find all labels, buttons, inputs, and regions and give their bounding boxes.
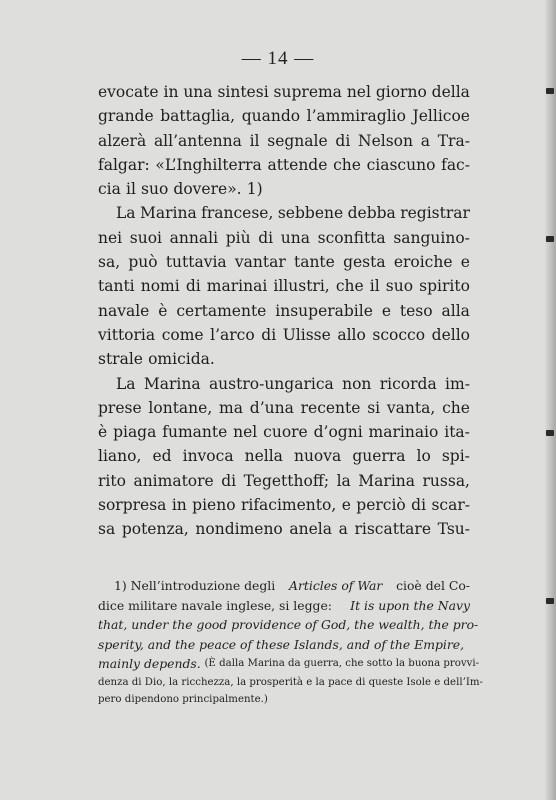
word: ricorda — [379, 374, 437, 393]
word: quando — [241, 107, 301, 126]
word: dovere». — [173, 180, 242, 199]
word: all’antenna — [153, 131, 242, 150]
word: sa, — [98, 253, 121, 272]
footnote-line — [98, 615, 479, 635]
word: Tra- — [437, 131, 470, 150]
word: giorno — [375, 83, 427, 101]
binding-mark — [546, 236, 554, 242]
word: lontane, — [148, 398, 213, 417]
word: russa, — [422, 471, 470, 490]
text-line — [98, 153, 470, 177]
word: il — [369, 277, 380, 296]
word: in — [163, 83, 179, 101]
word: dello — [431, 325, 470, 344]
footnote-line — [98, 596, 470, 616]
word: di — [221, 471, 237, 490]
word: cia — [98, 180, 121, 199]
word: marinai — [206, 277, 268, 296]
word: non — [342, 374, 372, 393]
footnote-line — [98, 635, 470, 655]
word: ma — [219, 398, 243, 417]
word: rito — [98, 471, 126, 490]
text-segment: (È dalla Marina da guerra, che sotto la buona provvi- — [204, 658, 480, 670]
page-number: — 14 — — [241, 48, 315, 69]
body-text — [98, 80, 470, 542]
word: e — [460, 253, 470, 272]
word: liano, — [98, 447, 142, 466]
text-line — [98, 323, 470, 347]
text-line — [98, 226, 470, 250]
text-line — [98, 274, 470, 298]
word: il — [126, 180, 136, 199]
text-line — [98, 177, 470, 201]
word: tanti — [98, 277, 135, 296]
word: animatore — [133, 471, 214, 490]
text-line — [98, 299, 470, 323]
word: è — [158, 301, 168, 320]
word: invoca — [182, 447, 234, 466]
text-line — [98, 372, 470, 396]
word: nella — [244, 447, 283, 466]
word: di — [261, 325, 277, 344]
word: di — [411, 496, 427, 515]
word: pieno — [192, 496, 236, 515]
binding-mark — [546, 430, 554, 436]
text-line — [98, 80, 470, 104]
word: una — [183, 83, 213, 101]
word: strale — [98, 350, 143, 369]
word: certamente — [176, 301, 267, 320]
word: rifacimento, — [240, 496, 337, 515]
word: 1) — [246, 180, 263, 199]
word: lo — [416, 447, 431, 466]
text-line — [98, 250, 470, 274]
word: e — [381, 301, 391, 320]
word: perciò — [356, 496, 406, 515]
word: vittoria — [98, 325, 156, 344]
word: e — [341, 496, 351, 515]
word: scar- — [431, 496, 470, 515]
text-segment: denza di Dio, la ricchezza, la prosperità e la pace di queste Isole e dell’Im- — [98, 676, 483, 688]
word: il — [249, 131, 260, 150]
text-line — [98, 201, 470, 225]
word: ita- — [444, 423, 470, 442]
word: Tsu- — [437, 520, 470, 539]
italic-segment: that, under the good providence of God, the wealth, the pro- — [98, 617, 479, 633]
word: evocate — [98, 83, 159, 101]
word: l’arco — [210, 325, 255, 344]
word: navale — [98, 301, 150, 320]
word: guerra — [352, 447, 406, 466]
word: battaglia, — [160, 107, 236, 126]
word: spirito — [419, 277, 470, 296]
word: di — [185, 277, 201, 296]
word: che — [442, 398, 470, 417]
word: prese — [98, 398, 142, 417]
word: come — [161, 325, 204, 344]
word: eroiche — [393, 253, 453, 272]
word: nomi — [140, 277, 180, 296]
italic-segment: mainly depends. — [98, 656, 201, 672]
word: recente — [300, 398, 361, 417]
word: Nelson — [358, 131, 413, 150]
word: Jellicoe — [412, 107, 470, 126]
footnote-line — [98, 654, 480, 674]
text-line — [98, 347, 470, 371]
word: scocco — [372, 325, 426, 344]
italic-segment: It is upon the Navy — [350, 597, 470, 613]
text-line — [98, 493, 470, 517]
word: sanguino- — [393, 228, 470, 247]
footnote-line — [98, 674, 483, 691]
text-segment: cioè del Co- — [396, 578, 470, 593]
word: piaga — [113, 423, 157, 442]
page-edge-shadow — [544, 0, 556, 800]
word: alla — [441, 301, 470, 320]
word: La — [116, 374, 136, 393]
word: nel — [346, 83, 371, 101]
word: grande — [98, 107, 154, 126]
word: francese, — [201, 204, 274, 223]
word: registrar — [400, 204, 470, 223]
word: d’una — [249, 398, 294, 417]
word: attende — [267, 155, 328, 174]
word: suoi — [129, 228, 163, 247]
word: austro-ungarica — [208, 374, 334, 393]
word: debba — [347, 204, 396, 223]
text-line — [98, 396, 470, 420]
word: d’ogni — [313, 423, 363, 442]
word: fumante — [162, 423, 228, 442]
word: della — [431, 83, 470, 101]
word: gesta — [343, 253, 386, 272]
word: anela — [289, 520, 332, 539]
word: può — [128, 253, 158, 272]
word: ciascuno — [366, 155, 436, 174]
word: nei — [98, 228, 123, 247]
text-line — [98, 517, 470, 541]
word: «L’Inghilterra — [155, 155, 262, 174]
word: falgar: — [98, 155, 150, 174]
footnote — [98, 576, 483, 708]
binding-mark — [546, 88, 554, 94]
word: tuttavia — [165, 253, 227, 272]
word: sorpresa — [98, 496, 167, 515]
word: la — [336, 471, 351, 490]
text-line — [98, 469, 470, 493]
word: fac- — [441, 155, 470, 174]
word: omicida. — [148, 350, 215, 369]
word: ed — [152, 447, 172, 466]
word: l’ammiraglio — [306, 107, 406, 126]
word: sebbene — [277, 204, 344, 223]
word: suprema — [273, 83, 342, 101]
word: nondimeno — [195, 520, 283, 539]
word: annali — [169, 228, 219, 247]
word: tante — [293, 253, 335, 272]
text-line — [98, 444, 470, 468]
word: a — [338, 520, 348, 539]
word: illustri, — [273, 277, 330, 296]
word: sa — [98, 520, 116, 539]
word: im- — [445, 374, 470, 393]
word: riscattare — [354, 520, 431, 539]
word: Tegetthoff; — [243, 471, 330, 490]
text-line — [98, 129, 470, 153]
word: più — [225, 228, 251, 247]
text-segment: 1) Nell’introduzione degli — [114, 578, 276, 593]
word: vantar — [234, 253, 286, 272]
word: vanta, — [386, 398, 436, 417]
word: sconfitta — [317, 228, 386, 247]
word: sintesi — [217, 83, 269, 101]
word: segnale — [267, 131, 328, 150]
text-line — [98, 420, 470, 444]
word: spi- — [441, 447, 470, 466]
binding-mark — [546, 598, 554, 604]
word: nel — [233, 423, 258, 442]
text-segment: pero dipendono principalmente.) — [98, 693, 268, 705]
word: potenza, — [121, 520, 189, 539]
word: che — [333, 155, 361, 174]
word: si — [367, 398, 381, 417]
word: è — [98, 423, 108, 442]
word: che — [335, 277, 364, 296]
word: nuova — [293, 447, 342, 466]
word: a — [420, 131, 430, 150]
footnote-line — [98, 576, 470, 596]
text-line — [98, 104, 470, 128]
word: una — [280, 228, 310, 247]
footnote-line — [98, 691, 470, 708]
text-segment: dice militare navale inglese, si legge: — [98, 597, 332, 613]
word: La — [116, 204, 136, 223]
word: suo — [385, 277, 414, 296]
word: Marina — [139, 204, 197, 223]
word: cuore — [263, 423, 308, 442]
word: allo — [337, 325, 366, 344]
word: alzerà — [98, 131, 147, 150]
word: suo — [141, 180, 169, 199]
word: teso — [399, 301, 433, 320]
word: Marina — [358, 471, 415, 490]
word: Ulisse — [282, 325, 331, 344]
word: di — [335, 131, 351, 150]
word: Marina — [143, 374, 201, 393]
word: in — [171, 496, 187, 515]
italic-segment: sperity, and the peace of these Islands, and of the Empire, — [98, 636, 465, 652]
italic-segment: Articles of War — [289, 578, 383, 593]
word: marinaio — [368, 423, 439, 442]
word: di — [258, 228, 274, 247]
word: insuperabile — [275, 301, 373, 320]
